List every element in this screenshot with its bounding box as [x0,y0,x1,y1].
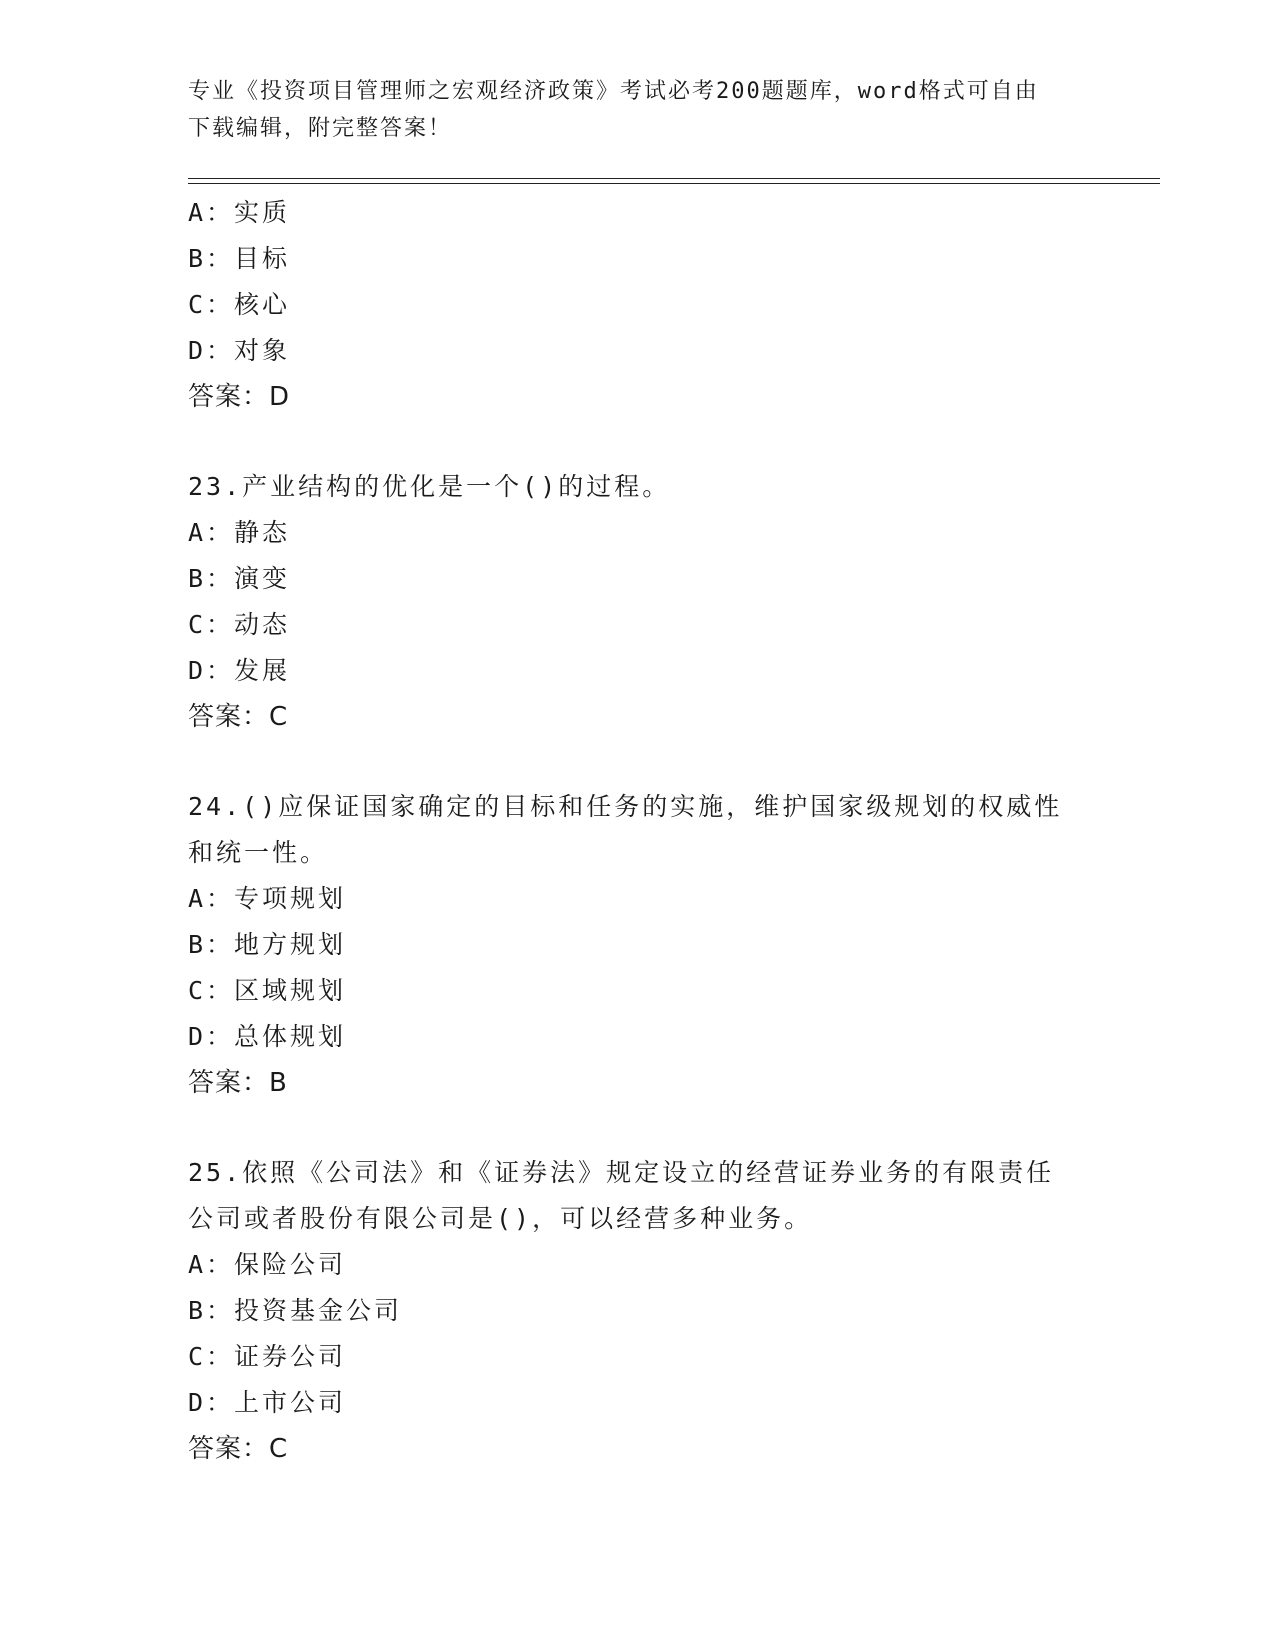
question-text-line-2: 和统一性。 [188,838,329,867]
question-block-25 [188,1150,1108,1472]
header-rule-bottom [188,183,1160,184]
option-b: B：地方规划 [188,930,347,959]
question-block-23 [188,464,1108,740]
option-d: D：上市公司 [188,1388,347,1417]
option-b: B：投资基金公司 [188,1296,403,1325]
option-a: A：保险公司 [188,1250,347,1279]
header-line-1: 专业《投资项目管理师之宏观经济政策》考试必考200题题库，word格式可自由 [188,79,1039,104]
option-b: B：目标 [188,244,291,273]
question-text: 23.产业结构的优化是一个()的过程。 [188,472,671,501]
document-header [188,73,1088,147]
question-text-line-2: 公司或者股份有限公司是()，可以经营多种业务。 [188,1204,813,1233]
option-c: C：证券公司 [188,1342,347,1371]
option-d: D：总体规划 [188,1022,347,1051]
option-a: A：实质 [188,198,291,227]
question-text-line-1: 25.依照《公司法》和《证券法》规定设立的经营证券业务的有限责任 [188,1158,1055,1187]
option-c: C：核心 [188,290,291,319]
question-block-24 [188,784,1108,1106]
option-a: A：专项规划 [188,884,347,913]
question-list [188,190,1108,1472]
answer: 答案：C [188,1434,289,1464]
answer: 答案：C [188,702,289,732]
question-text-line-1: 24.()应保证国家确定的目标和任务的实施，维护国家级规划的权威性 [188,792,1063,821]
header-line-2: 下载编辑，附完整答案！ [188,116,453,141]
question-block-continued [188,190,1108,420]
option-d: D：发展 [188,656,291,685]
option-d: D：对象 [188,336,291,365]
option-b: B：演变 [188,564,291,593]
option-c: C：区域规划 [188,976,347,1005]
answer: 答案：D [188,382,291,412]
header-rule-top [188,178,1160,179]
option-c: C：动态 [188,610,291,639]
answer: 答案：B [188,1068,288,1098]
option-a: A：静态 [188,518,291,547]
